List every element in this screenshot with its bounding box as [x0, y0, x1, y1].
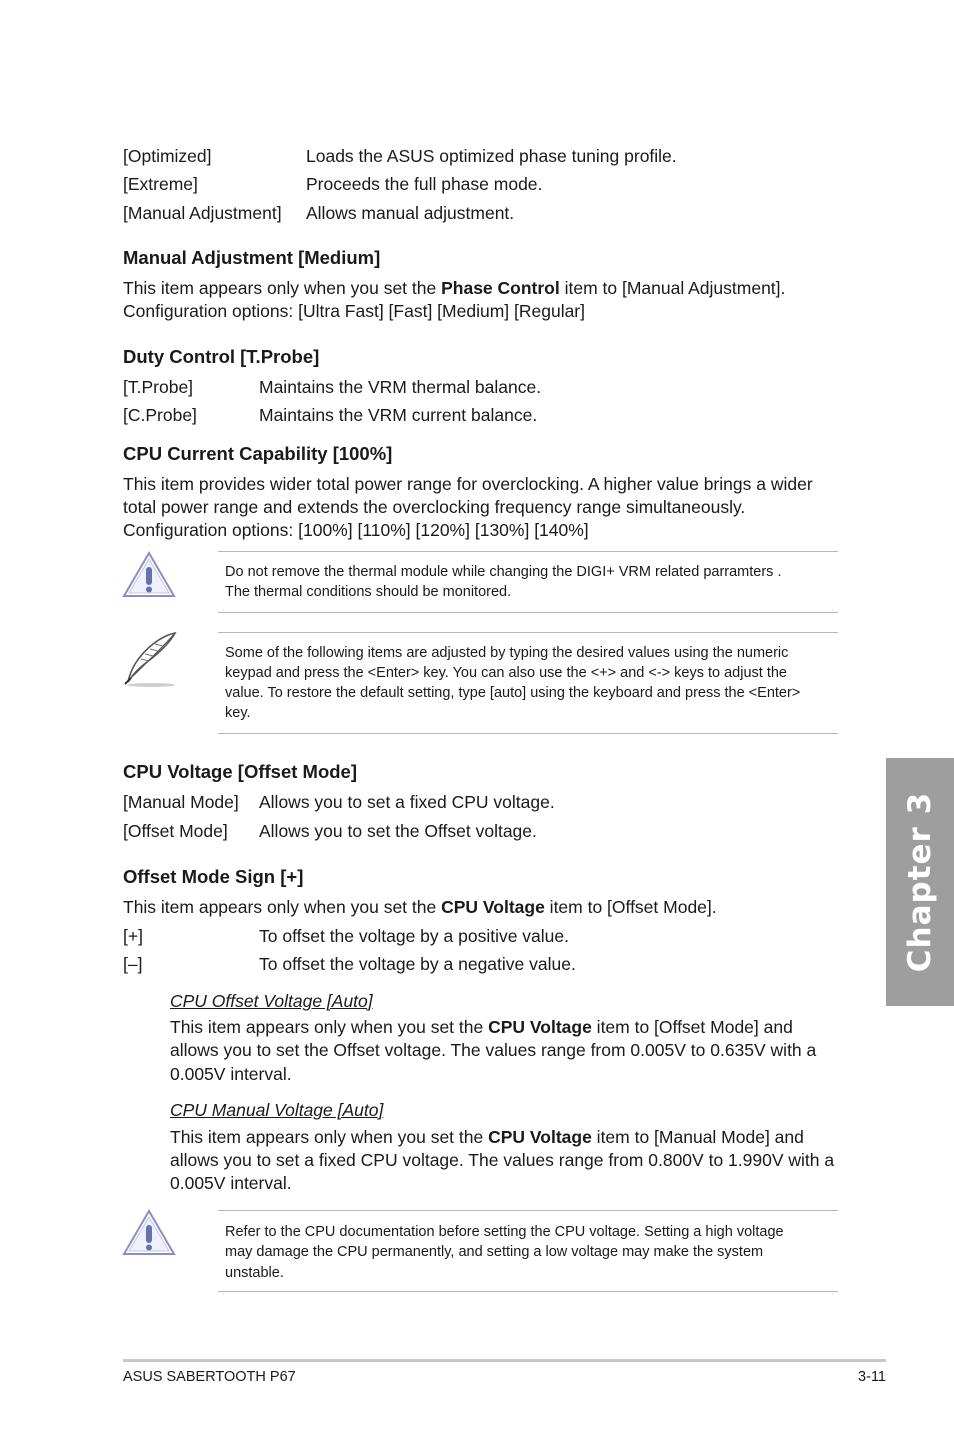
option-desc: Maintains the VRM thermal balance. [259, 377, 542, 397]
option-desc: Maintains the VRM current balance. [259, 405, 538, 425]
cpu-offset-voltage-line-3: 0.005V interval. [170, 1064, 292, 1084]
option-desc: To offset the voltage by a positive value. [259, 926, 570, 946]
option-key: [C.Probe] [123, 405, 197, 425]
footer-divider [123, 1359, 886, 1362]
subitem-title-cpu-offset-voltage: CPU Offset Voltage [Auto] [170, 991, 373, 1011]
info-note-keypad [218, 632, 838, 734]
option-key: [+] [123, 926, 143, 946]
subitem-title-cpu-manual-voltage: CPU Manual Voltage [Auto] [170, 1100, 384, 1120]
note-line: unstable. [225, 1265, 284, 1281]
bold-term: Phase Control [441, 278, 560, 298]
section-heading-duty-control: Duty Control [T.Probe] [123, 346, 320, 367]
offset-sign-desc [123, 896, 717, 919]
cpu-manual-voltage-line-1 [170, 1126, 804, 1149]
section-heading-cpu-current: CPU Current Capability [100%] [123, 443, 393, 464]
note-line: key. [225, 705, 251, 721]
section-heading-offset-sign: Offset Mode Sign [+] [123, 866, 304, 887]
option-key: [Manual Mode] [123, 792, 239, 812]
text-segment: This item appears only when you set the [123, 897, 442, 917]
option-desc: Allows manual adjustment. [306, 203, 515, 223]
option-key: [Manual Adjustment] [123, 203, 282, 223]
footer-product-name: ASUS SABERTOOTH P67 [123, 1369, 296, 1385]
cpu-current-line-1: This item provides wider total power range for overclocking. A higher value brings a wider [123, 474, 813, 494]
cpu-offset-voltage-line-2: allows you to set the Offset voltage. The values range from 0.005V to 0.635V with a [170, 1040, 817, 1060]
text-segment: This item appears only when you set the [123, 278, 442, 298]
option-key: [Offset Mode] [123, 821, 228, 841]
text-segment: This item appears only when you set the [170, 1127, 489, 1147]
note-line: Do not remove the thermal module while changing the DIGI+ VRM related parramters . [225, 564, 782, 580]
note-line: keypad and press the <Enter> key. You can also use the <+> and <-> keys to adjust the [225, 665, 787, 681]
text-segment: item to [Offset Mode] and [591, 1017, 793, 1037]
option-desc: Loads the ASUS optimized phase tuning profile. [306, 146, 677, 166]
quill-note-icon [121, 630, 181, 688]
warning-triangle-icon [122, 550, 176, 600]
option-key: [T.Probe] [123, 377, 194, 397]
section-heading-manual-adjustment: Manual Adjustment [Medium] [123, 247, 381, 268]
cpu-manual-voltage-line-2: allows you to set a fixed CPU voltage. The values range from 0.800V to 1.990V with a [170, 1150, 835, 1170]
note-line: Some of the following items are adjusted by typing the desired values using the numeric [225, 645, 789, 661]
section-heading-cpu-voltage: CPU Voltage [Offset Mode] [123, 761, 357, 782]
manual-adjustment-desc [123, 277, 785, 300]
chapter-label: Chapter 3 [902, 791, 938, 973]
option-desc: Proceeds the full phase mode. [306, 174, 543, 194]
option-desc: Allows you to set the Offset voltage. [259, 821, 537, 841]
text-segment: item to [Manual Mode] and [591, 1127, 804, 1147]
chapter-tab [886, 758, 954, 1006]
note-line: Refer to the CPU documentation before setting the CPU voltage. Setting a high voltage [225, 1224, 784, 1240]
cpu-manual-voltage-line-3: 0.005V interval. [170, 1173, 292, 1193]
caution-note-thermal [218, 551, 838, 613]
option-desc: Allows you to set a fixed CPU voltage. [259, 792, 555, 812]
text-segment: This item appears only when you set the [170, 1017, 489, 1037]
warning-triangle-icon [122, 1208, 176, 1258]
option-key: [Optimized] [123, 146, 212, 166]
bold-term: CPU Voltage [488, 1127, 592, 1147]
option-key: [Extreme] [123, 174, 198, 194]
note-line: The thermal conditions should be monitored. [225, 584, 512, 600]
manual-adjustment-options: Configuration options: [Ultra Fast] [Fast] [Medium] [Regular] [123, 301, 585, 321]
text-segment: item to [Manual Adjustment]. [559, 278, 786, 298]
note-line: value. To restore the default setting, type [auto] using the keyboard and press the <Enter> [225, 685, 801, 701]
cpu-offset-voltage-line-1 [170, 1016, 793, 1039]
cpu-current-line-2: total power range and extends the overclocking frequency range simultaneously. [123, 497, 746, 517]
option-key: [–] [123, 954, 143, 974]
bold-term: CPU Voltage [441, 897, 545, 917]
cpu-current-line-3: Configuration options: [100%] [110%] [120%] [130%] [140%] [123, 520, 589, 540]
text-segment: item to [Offset Mode]. [544, 897, 717, 917]
footer-page-number: 3-11 [858, 1369, 886, 1385]
caution-note-cpu-voltage [218, 1210, 838, 1292]
bold-term: CPU Voltage [488, 1017, 592, 1037]
option-desc: To offset the voltage by a negative value. [259, 954, 576, 974]
note-line: may damage the CPU permanently, and setting a low voltage may make the system [225, 1244, 764, 1260]
